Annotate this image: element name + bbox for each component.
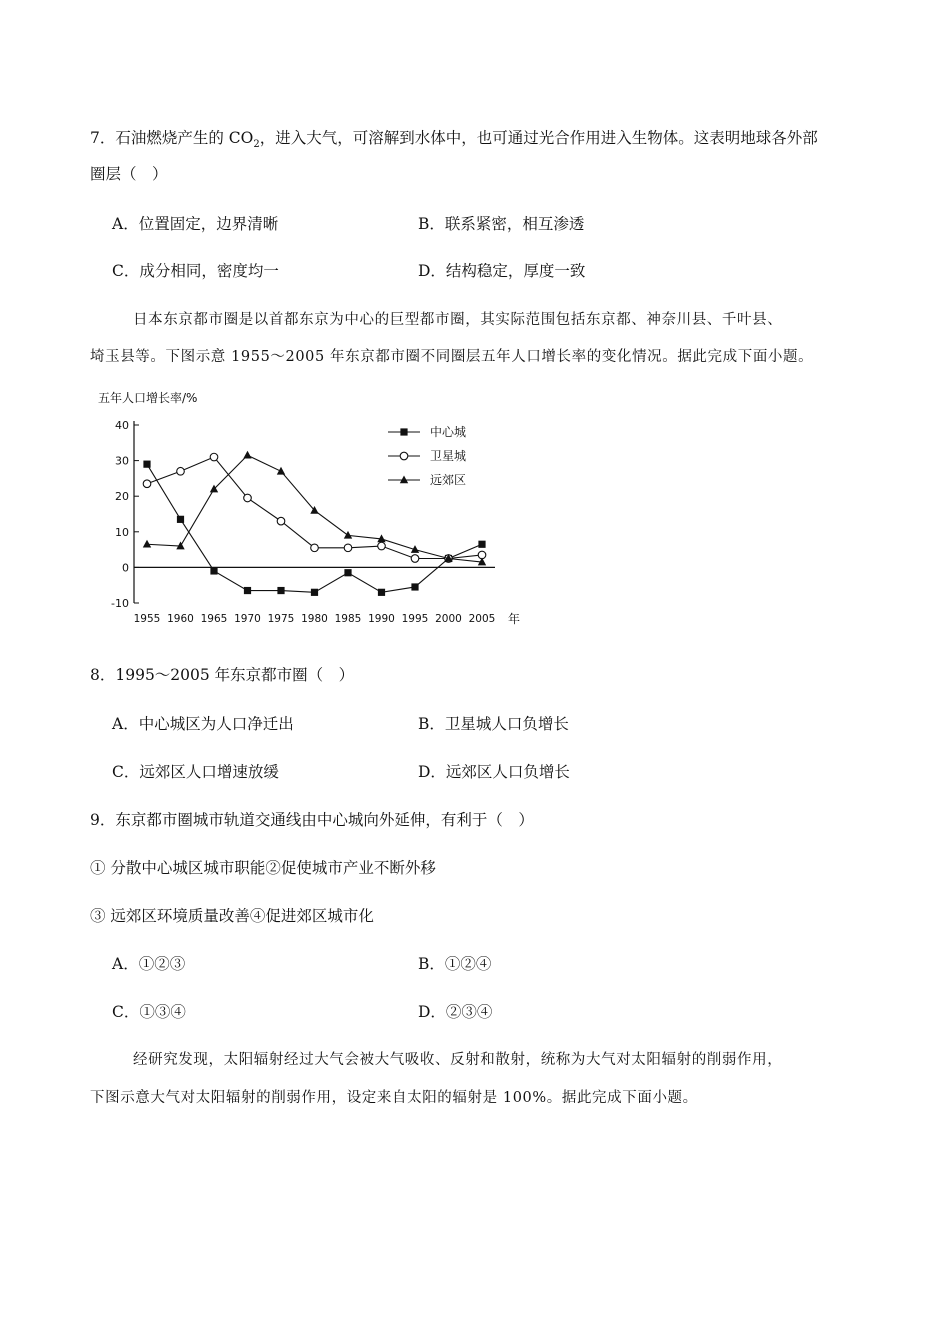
data-point	[243, 451, 251, 459]
data-point	[244, 494, 252, 502]
x-tick-label: 1960	[167, 613, 194, 625]
q9-option-d[interactable]: D．②③④	[418, 1003, 493, 1021]
y-tick-label: 0	[122, 561, 129, 575]
q9-item-line1: ① 分散中心城区城市职能②促使城市产业不断外移	[90, 859, 436, 877]
data-point	[143, 461, 150, 468]
data-point	[344, 569, 351, 576]
passage1-line2: 埼玉县等。下图示意 1955～2005 年东京都市圈不同圈层五年人口增长率的变化情况。据此完成下面小题。	[90, 349, 814, 365]
data-point	[210, 453, 218, 461]
q7-option-b[interactable]: B．联系紧密，相互渗透	[418, 215, 585, 233]
q7-stem-line2: 圈层（ ）	[90, 165, 168, 183]
y-tick-label: 30	[115, 454, 129, 468]
data-point	[344, 544, 352, 552]
x-tick-label: 1955	[133, 613, 161, 625]
data-point	[411, 583, 418, 590]
y-tick-label: 40	[115, 419, 129, 432]
x-tick-label: 1990	[368, 613, 395, 625]
x-tick-label: 1965	[200, 613, 228, 625]
data-point	[311, 544, 319, 552]
data-point	[277, 517, 285, 525]
q7-option-d[interactable]: D．结构稳定，厚度一致	[418, 262, 586, 280]
q8-option-d[interactable]: D．远郊区人口负增长	[418, 763, 570, 781]
data-point	[177, 467, 185, 475]
q7-option-c[interactable]: C．成分相同，密度均一	[112, 262, 279, 280]
data-point	[311, 589, 318, 596]
data-point	[244, 587, 251, 594]
passage1-line1: 日本东京都市圈是以首都东京为中心的巨型都市圈，其实际范围包括东京都、神奈川县、千叶县、	[133, 312, 783, 328]
passage2-line1: 经研究发现，太阳辐射经过大气会被大气吸收、反射和散射，统称为大气对太阳辐射的削弱作用，	[133, 1052, 783, 1068]
q9-option-a[interactable]: A．①②③	[112, 955, 186, 973]
data-point	[277, 587, 284, 594]
data-point	[177, 516, 184, 523]
y-axis-label: 五年人口增长率/%	[98, 391, 198, 405]
x-tick-label: 1970	[234, 613, 261, 625]
population-growth-chart	[90, 388, 530, 633]
q8-option-a[interactable]: A．中心城区为人口净迁出	[112, 715, 294, 733]
q8-option-c[interactable]: C．远郊区人口增速放缓	[112, 763, 279, 781]
x-tick-label: 1980	[301, 613, 328, 625]
x-axis-label: 年	[508, 612, 521, 626]
x-tick-label: 2005	[468, 613, 496, 625]
legend-label: 远郊区	[430, 473, 467, 487]
q7-option-a[interactable]: A．位置固定，边界清晰	[112, 215, 279, 233]
legend-marker	[400, 452, 408, 460]
data-point	[277, 467, 285, 475]
q8-stem: 8．1995～2005 年东京都市圈（ ）	[90, 666, 355, 684]
q9-item-line2: ③ 远郊区环境质量改善④促进郊区城市化	[90, 907, 374, 925]
legend-label: 卫星城	[430, 449, 467, 463]
q8-option-b[interactable]: B．卫星城人口负增长	[418, 715, 569, 733]
y-tick-label: 20	[115, 490, 129, 504]
x-tick-label: 1985	[334, 613, 362, 625]
data-point	[378, 542, 386, 550]
legend-marker	[400, 476, 408, 484]
data-point	[344, 531, 352, 539]
data-point	[411, 555, 419, 563]
passage2-line2: 下图示意大气对太阳辐射的削弱作用，设定来自太阳的辐射是 100%。据此完成下面小题。	[90, 1090, 698, 1106]
data-point	[143, 540, 151, 548]
q7-stem-line1: 7．石油燃烧产生的 $CO_2$，进入大气，可溶解到水体中，也可通过光合作用进入生物体。这表明地球各外部	[90, 129, 818, 151]
data-point	[143, 480, 151, 488]
y-tick-label: -10	[111, 597, 129, 610]
q9-stem: 9．东京都市圈城市轨道交通线由中心城向外延伸，有利于（ ）	[90, 811, 534, 829]
data-point	[378, 589, 385, 596]
legend-label: 中心城	[430, 425, 467, 439]
x-tick-label: 1995	[401, 613, 429, 625]
x-tick-label: 1975	[267, 613, 295, 625]
legend-marker	[400, 428, 407, 435]
data-point	[478, 541, 485, 548]
q9-option-c[interactable]: C．①③④	[112, 1003, 186, 1021]
q9-option-b[interactable]: B．①②④	[418, 955, 492, 973]
data-point	[210, 567, 217, 574]
y-tick-label: 10	[115, 525, 129, 539]
x-tick-label: 2000	[435, 613, 462, 625]
